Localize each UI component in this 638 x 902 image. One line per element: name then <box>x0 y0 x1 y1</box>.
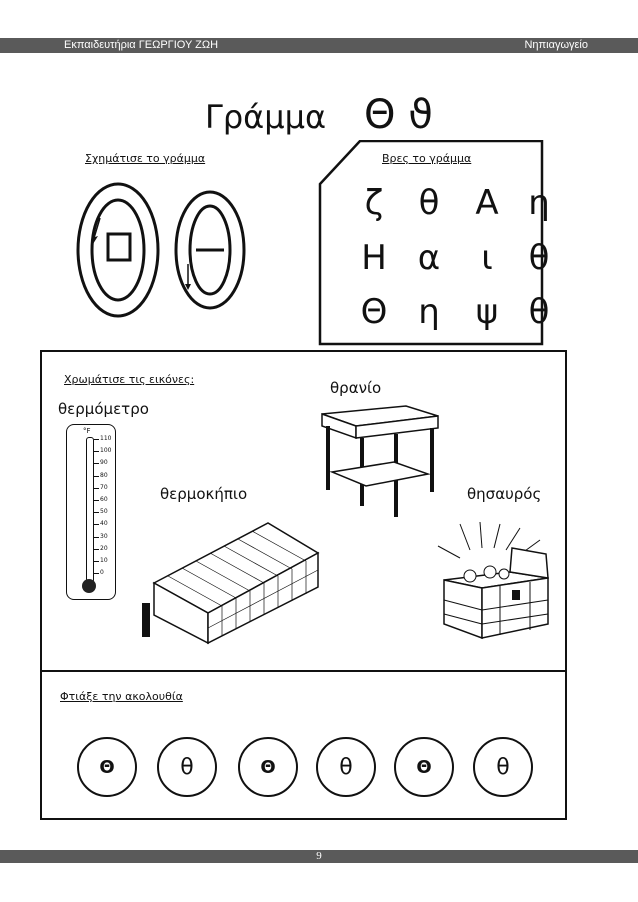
trace-label: Σχημάτισε το γράμμα <box>85 152 206 165</box>
word-treasure: θησαυρός <box>467 485 542 503</box>
letter-cell[interactable]: ι <box>481 238 493 278</box>
letter-cell[interactable]: θ <box>528 292 550 332</box>
footer-bar <box>0 850 638 863</box>
sequence-circle[interactable]: Θ <box>394 737 454 797</box>
sequence-circle[interactable]: Θ <box>238 737 298 797</box>
letter-cell[interactable]: η <box>418 292 440 332</box>
letter-cell[interactable]: θ <box>418 183 440 223</box>
sequence-circle[interactable]: θ <box>157 737 217 797</box>
letter-cell[interactable]: Η <box>361 238 387 278</box>
thermometer-tick-line <box>94 561 99 562</box>
thermometer-tick-label: 10 <box>100 557 108 564</box>
thermometer-tube <box>86 437 94 583</box>
thermometer-tick-line <box>94 524 99 525</box>
title-word: Γράμμα <box>204 98 327 136</box>
word-greenhouse: θερμοκήπιο <box>160 485 248 503</box>
greenhouse-picture[interactable] <box>138 513 328 653</box>
school-name: Εκπαιδευτήρια ΓΕΩΡΓΙΟΥ ΖΩΗ <box>64 39 219 51</box>
page-number: 9 <box>316 850 322 862</box>
thermometer-tick-line <box>94 512 99 513</box>
thermometer-tick-line <box>94 573 99 574</box>
thermometer-tick-line <box>94 476 99 477</box>
thermometer-tick-label: 70 <box>100 483 108 491</box>
desk-picture[interactable] <box>318 402 442 520</box>
thermometer-tick-line <box>94 500 99 501</box>
letter-cell[interactable]: α <box>417 238 441 278</box>
word-desk: θρανίο <box>330 379 382 397</box>
letter-cell[interactable]: Α <box>475 183 499 223</box>
page-title <box>0 92 638 138</box>
thermometer-tick-label: 0 <box>100 569 104 577</box>
find-label: Βρες το γράμμα <box>382 152 472 165</box>
class-name: Νηπιαγωγείο <box>524 39 588 51</box>
thermometer-tick-line <box>94 451 99 452</box>
sequence-label: Φτιάξε την ακολουθία <box>60 690 183 703</box>
sequence-circle[interactable]: θ <box>473 737 533 797</box>
trace-letter-illustration <box>70 178 250 323</box>
letter-cell[interactable]: θ <box>528 238 550 278</box>
thermometer-tick-label: 50 <box>100 508 108 516</box>
header-bar <box>0 38 638 53</box>
letter-cell[interactable]: ζ <box>364 183 384 223</box>
letter-cell[interactable]: Θ <box>360 292 388 332</box>
thermometer-tick-label: 20 <box>100 544 108 552</box>
thermometer-tick-label: 90 <box>100 459 108 467</box>
thermometer-tick-label: 110 <box>100 435 112 442</box>
thermometer-tick-line <box>94 537 99 538</box>
thermometer-unit: °F <box>83 427 91 435</box>
letter-cell[interactable]: η <box>528 183 550 223</box>
thermometer-tick-label: 40 <box>100 520 108 528</box>
treasure-chest-picture[interactable] <box>430 520 556 646</box>
thermometer-tick-label: 80 <box>100 471 108 479</box>
thermometer-tick-label: 100 <box>100 447 112 455</box>
sequence-circle[interactable]: θ <box>316 737 376 797</box>
thermometer-tick-line <box>94 549 99 550</box>
word-thermometer: θερμόμετρο <box>58 400 149 418</box>
thermometer-tick-line <box>94 488 99 489</box>
thermometer-tick-line <box>94 439 99 440</box>
title-letters: Θ ϑ <box>364 92 433 138</box>
color-label: Χρωμάτισε τις εικόνες: <box>64 373 195 386</box>
letter-cell[interactable]: ψ <box>475 292 499 332</box>
thermometer-picture[interactable] <box>66 424 116 600</box>
thermometer-tick-label: 60 <box>100 496 108 503</box>
thermometer-bulb <box>82 579 96 593</box>
sequence-circle[interactable]: Θ <box>77 737 137 797</box>
thermometer-tick-label: 30 <box>100 532 108 540</box>
thermometer-tick-line <box>94 463 99 464</box>
